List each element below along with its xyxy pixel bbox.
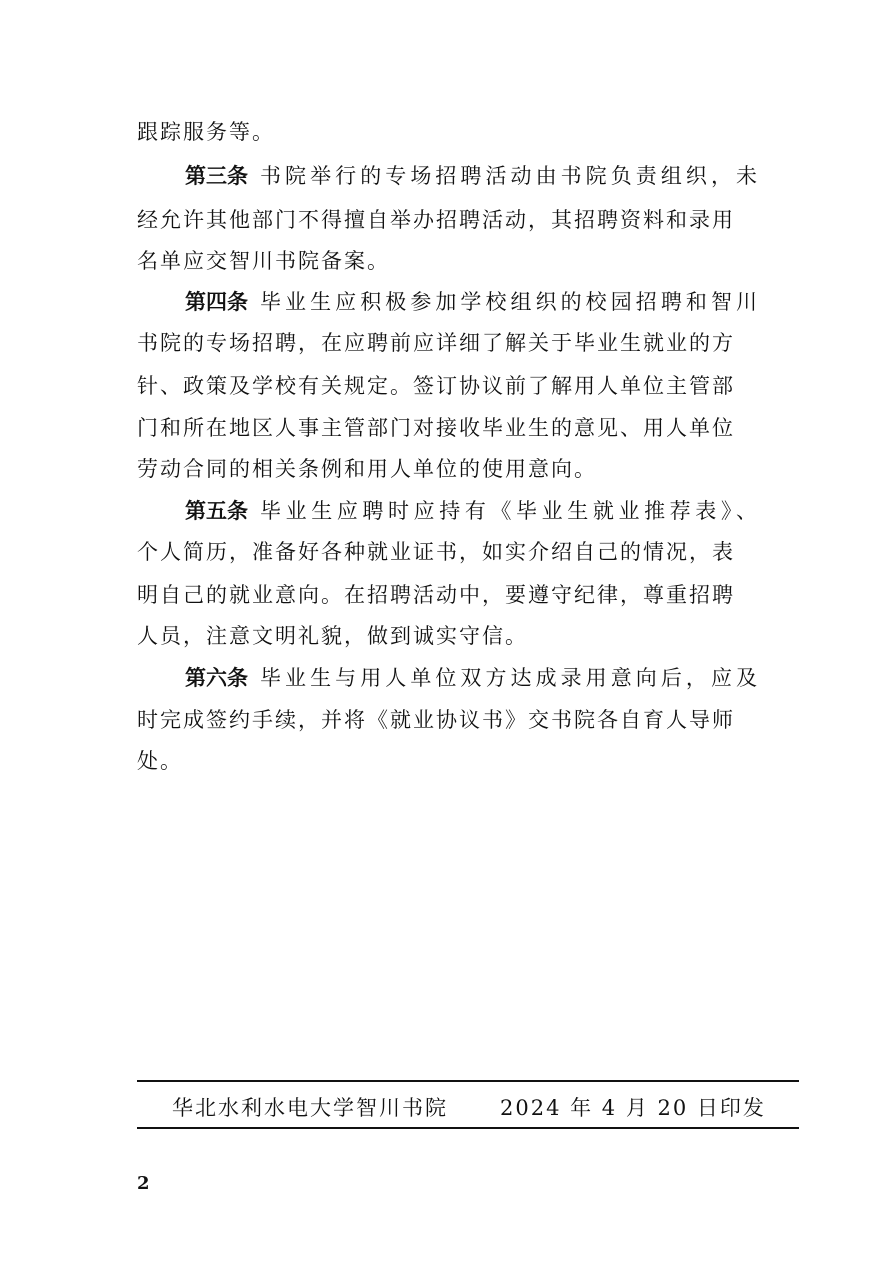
article-4-heading: 第四条 <box>185 289 248 314</box>
article-4-line: 第四条 毕业生应积极参加学校组织的校园招聘和智川 <box>137 287 757 317</box>
page-number: 2 <box>137 1173 150 1194</box>
paragraph-line: 经允许其他部门不得擅自举办招聘活动，其招聘资料和录用 <box>137 208 735 232</box>
paragraph-line: 处。 <box>137 749 183 773</box>
paragraph-line: 明自己的就业意向。在招聘活动中，要遵守纪律，尊重招聘 <box>137 583 735 607</box>
paragraph-line: 个人简历，准备好各种就业证书，如实介绍自己的情况，表 <box>137 540 735 564</box>
paragraph-line: 针、政策及学校有关规定。签订协议前了解用人单位主管部 <box>137 374 735 398</box>
issuance-footer <box>137 1093 799 1123</box>
article-6-heading: 第六条 <box>185 665 248 690</box>
footer-bottom-rule <box>137 1127 799 1129</box>
article-5-heading: 第五条 <box>185 498 248 523</box>
paragraph-line: 劳动合同的相关条例和用人单位的使用意向。 <box>137 457 597 481</box>
paragraph-line: 人员，注意文明礼貌，做到诚实守信。 <box>137 624 528 648</box>
issue-date: 2024 年 4 月 20 日印发 <box>500 1096 766 1120</box>
article-6-line: 第六条 毕业生与用人单位双方达成录用意向后，应及 <box>137 663 757 693</box>
paragraph-line: 书院的专场招聘，在应聘前应详细了解关于毕业生就业的方 <box>137 331 735 355</box>
article-3-heading: 第三条 <box>185 163 248 188</box>
paragraph-line: 门和所在地区人事主管部门对接收毕业生的意见、用人单位 <box>137 416 735 440</box>
article-3-line: 第三条 书院举行的专场招聘活动由书院负责组织，未 <box>137 161 757 191</box>
paragraph-line: 名单应交智川书院备案。 <box>137 249 390 273</box>
article-5-line: 第五条 毕业生应聘时应持有《毕业生就业推荐表》、 <box>137 496 757 526</box>
paragraph-line: 跟踪服务等。 <box>137 120 275 144</box>
paragraph-line: 时完成签约手续，并将《就业协议书》交书院各自育人导师 <box>137 708 735 732</box>
issuer-name: 华北水利水电大学智川书院 <box>172 1096 448 1120</box>
footer-top-rule <box>137 1080 799 1082</box>
